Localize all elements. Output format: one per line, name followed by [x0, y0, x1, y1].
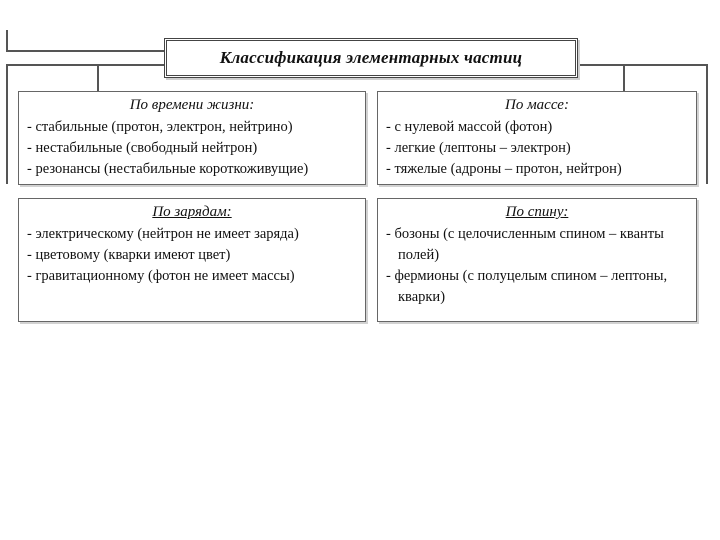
list-item: - тяжелые (адроны – протон, нейтрон)	[386, 161, 622, 177]
connector-drop-lifetime	[97, 64, 99, 92]
list-item: - цветовому (кварки имеют цвет)	[27, 247, 231, 263]
list-item: - гравитационному (фотон не имеет массы)	[27, 268, 295, 284]
connector-drop-mass	[623, 64, 625, 92]
list-item: - фермионы (с полуцелым спином – лептоны, кварки)	[386, 268, 668, 305]
title-box	[164, 38, 578, 78]
panel-mass-heading: По массе:	[505, 97, 569, 113]
connector-left-vertical	[6, 30, 8, 52]
connector-outer-left-drop	[6, 64, 8, 184]
list-item: - резонансы (нестабильные короткоживущие)	[27, 161, 309, 177]
panel-mass	[377, 91, 697, 185]
panel-charge	[18, 198, 366, 322]
list-item: - бозоны (с целочисленным спином – кванты полей)	[386, 226, 664, 263]
connector-left-horizontal	[6, 50, 166, 52]
diagram-title: Классификация элементарных частиц	[219, 48, 523, 67]
panel-spin	[377, 198, 697, 322]
panel-charge-heading: По зарядам:	[152, 204, 232, 220]
panel-spin-heading: По спину:	[505, 204, 569, 220]
panel-lifetime-heading: По времени жизни:	[129, 97, 255, 113]
panel-lifetime	[18, 91, 366, 185]
list-item: - нестабильные (свободный нейтрон)	[27, 140, 258, 156]
list-item: - электрическому (нейтрон не имеет заряда)	[27, 226, 299, 242]
list-item: - стабильные (протон, электрон, нейтрино)	[27, 119, 293, 135]
list-item: - легкие (лептоны – электрон)	[386, 140, 571, 156]
list-item: - с нулевой массой (фотон)	[386, 119, 553, 135]
connector-outer-right-drop	[706, 64, 708, 184]
